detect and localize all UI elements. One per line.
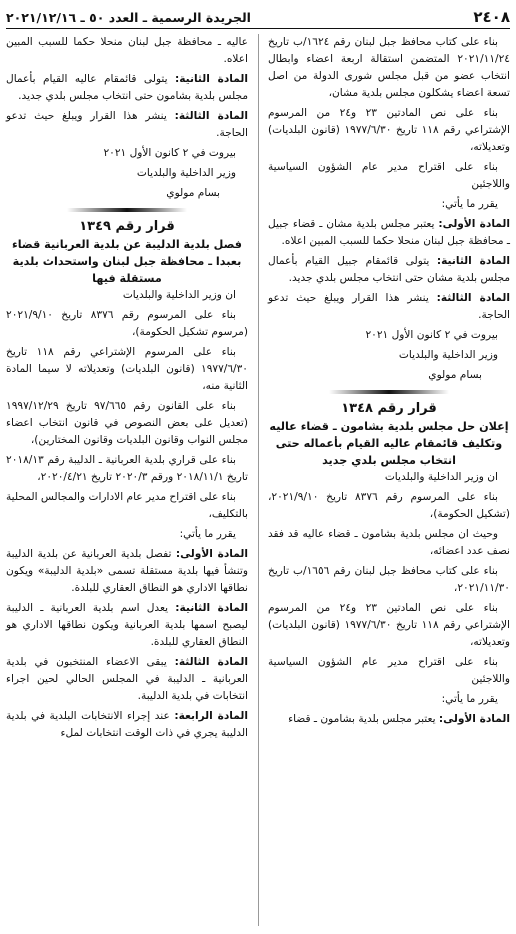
section-separator bbox=[67, 208, 187, 212]
journal-issue-title: الجريدة الرسمية ـ العدد ٥٠ ـ ٢٠٢١/١٢/١٦ bbox=[6, 9, 251, 25]
paragraph: بناء على المرسوم رقم ٨٣٧٦ تاريخ ٢٠٢١/٩/١٠، (تشكيل الحكومة)، bbox=[268, 491, 510, 520]
article-label: المادة الأولى: bbox=[438, 218, 511, 230]
article-text: تفصل بلدية العربانية عن بلدية الدليبة وتنشأ فيها بلدية مستقلة تسمى «بلدية الدليبة» ويكون نطاقها الاداري هو النطاق العقاري للبلدة. bbox=[6, 548, 248, 594]
left-column bbox=[6, 34, 248, 745]
article-2 bbox=[6, 71, 248, 105]
article-label: المادة الثانية: bbox=[436, 255, 510, 267]
article-label: المادة الثالثة: bbox=[174, 110, 248, 122]
article-label: المادة الثالثة: bbox=[436, 292, 510, 304]
page-header bbox=[6, 6, 510, 29]
decides-heading: يقرر ما يأتي: bbox=[179, 528, 236, 540]
signer-name: بسام مولوي bbox=[166, 187, 220, 199]
minister-title: وزير الداخلية والبلديات bbox=[136, 167, 236, 179]
article-4 bbox=[6, 708, 248, 742]
article-1 bbox=[6, 546, 248, 597]
decides-heading: يقرر ما يأتي: bbox=[441, 693, 498, 705]
column-divider bbox=[258, 34, 259, 926]
paragraph: ان وزير الداخلية والبلديات bbox=[384, 471, 498, 483]
paragraph: بناء على اقتراح مدير عام الادارات والمجالس المحلية بالتكليف، bbox=[6, 491, 248, 520]
decision-title: قرار رقم ١٣٤٩ bbox=[79, 219, 175, 234]
signature-date: بيروت في ٢ كانون الأول ٢٠٢١ bbox=[365, 329, 498, 341]
article-2 bbox=[6, 600, 248, 651]
article-label: المادة الأولى: bbox=[438, 713, 510, 725]
decision-title: قرار رقم ١٣٤٨ bbox=[341, 401, 437, 416]
paragraph: بناء على اقتراح مدير عام الشؤون السياسية واللاجئين bbox=[268, 161, 510, 190]
article-3 bbox=[6, 108, 248, 142]
decision-subject: فصل بلدية الدليبة عن بلدية العربانية قضاء بعبدا ـ محافظة جبل لبنان واستحداث بلدية مستقلة فيها bbox=[12, 238, 242, 285]
right-column bbox=[268, 34, 510, 731]
paragraph: بناء على نص المادتين ٢٣ و٢٤ من المرسوم الإشتراعي رقم ١١٨ تاريخ ١٩٧٧/٦/٣٠ (قانون البلديات) وتعديلاته، bbox=[268, 602, 510, 648]
paragraph: بناء على المرسوم الإشتراعي رقم ١١٨ تاريخ ١٩٧٧/٦/٣٠ (قانون البلديات) وتعديلاته لا سيما المادة الثانية منه، bbox=[6, 346, 248, 392]
article-text: يبقى الاعضاء المنتخبون في بلدية العربانية ـ الدليبة في المجلس الحالي لحين اجراء انتخابات في بلدية الدليبة. bbox=[6, 656, 248, 702]
paragraph: بناء على قراري بلدية العربانية ـ الدليبة رقم ٢٠١٨/١٣ تاريخ ٢٠١٨/١١/١ ورقم ٢٠٢٠/٣ تاريخ ٢٠٢٠/٤/٢١، bbox=[6, 454, 248, 483]
signature-date: بيروت في ٢ كانون الأول ٢٠٢١ bbox=[103, 147, 236, 159]
article-1 bbox=[268, 216, 510, 250]
article-3 bbox=[268, 290, 510, 324]
paragraph: بناء على كتاب محافظ جبل لبنان رقم ١٦٥٦/ب تاريخ ٢٠٢١/١١/٣٠، bbox=[268, 565, 510, 594]
article-text: ينشر هذا القرار ويبلغ حيث تدعو الحاجة. bbox=[6, 110, 248, 139]
article-text: عند إجراء الانتخابات البلدية في بلدية الدليبة يجري في ذات الوقت انتخابات لملء bbox=[6, 710, 248, 739]
paragraph: بناء على اقتراح مدير عام الشؤون السياسية واللاجئين bbox=[268, 656, 510, 685]
article-3 bbox=[6, 654, 248, 705]
paragraph: بناء على القانون رقم ٩٧/٦٦٥ تاريخ ١٩٩٧/١٢/٢٩ (تعديل على بعض النصوص في قانون انتخاب اعضاء مجلس النواب وقانون البلديات وقانون المختارين)، bbox=[6, 400, 248, 446]
article-label: المادة الرابعة: bbox=[174, 710, 248, 722]
paragraph: بناء على نص المادتين ٢٣ و٢٤ من المرسوم الإشتراعي رقم ١١٨ تاريخ ١٩٧٧/٦/٣٠ (قانون البلديات) وتعديلاته، bbox=[268, 107, 510, 153]
article-label: المادة الثانية: bbox=[174, 73, 248, 85]
signer-name: بسام مولوي bbox=[428, 369, 482, 381]
paragraph: عاليه ـ محافظة جبل لبنان منحلا حكما للسبب المبين اعلاه. bbox=[6, 36, 248, 65]
section-separator bbox=[329, 390, 449, 394]
article-2 bbox=[268, 253, 510, 287]
article-text: يعتبر مجلس بلدية بشامون ـ قضاء bbox=[288, 713, 439, 725]
page-number: ٢٤٠٨ bbox=[473, 8, 510, 26]
article-text: يعتبر مجلس بلدية مشان ـ قضاء جبيل ـ محافظة جبل لبنان منحلا حكما للسبب المبين اعلاه. bbox=[268, 218, 510, 247]
paragraph: ان وزير الداخلية والبلديات bbox=[122, 289, 236, 301]
decides-heading: يقرر ما يأتي: bbox=[441, 198, 498, 210]
article-1 bbox=[268, 711, 510, 728]
article-label: المادة الثالثة: bbox=[174, 656, 248, 668]
paragraph: وحيث ان مجلس بلدية بشامون ـ قضاء عاليه قد فقد نصف عدد اعضائه، bbox=[268, 528, 510, 557]
article-label: المادة الثانية: bbox=[175, 602, 248, 614]
article-text: يتولى قائمقام جبيل القيام بأعمال مجلس بلدية مشان حتى انتخاب مجلس بلدي جديد. bbox=[268, 255, 510, 284]
article-text: يعدل اسم بلدية العربانية ـ الدليبة ليصبح اسمها بلدية العربانية ويكون نطاقها الاداري هو النطاق العقاري للبلدة. bbox=[6, 602, 248, 648]
article-label: المادة الأولى: bbox=[175, 548, 248, 560]
article-text: يتولى قائمقام عاليه القيام بأعمال مجلس بلدية بشامون حتى انتخاب مجلس بلدي جديد. bbox=[6, 73, 248, 102]
decision-subject: إعلان حل مجلس بلدية بشامون ـ قضاء عاليه وتكليف قائمقام عاليه القيام بأعماله حتى انتخاب مجلس بلدي جديد bbox=[269, 420, 509, 467]
article-text: ينشر هذا القرار ويبلغ حيث تدعو الحاجة. bbox=[268, 292, 510, 321]
minister-title: وزير الداخلية والبلديات bbox=[398, 349, 498, 361]
paragraph: بناء على كتاب محافظ جبل لبنان رقم ١٦٢٤/ب تاريخ ٢٠٢١/١١/٢٤ المتضمن استقالة اربعة اعضاء وابطال انتخاب عضو من قبل مجلس شورى الدولة من اصل تسعة اعضاء يشكلون مجلس بلدية مشان، bbox=[268, 36, 510, 99]
paragraph: بناء على المرسوم رقم ٨٣٧٦ تاريخ ٢٠٢١/٩/١٠ (مرسوم تشكيل الحكومة)، bbox=[6, 309, 248, 338]
